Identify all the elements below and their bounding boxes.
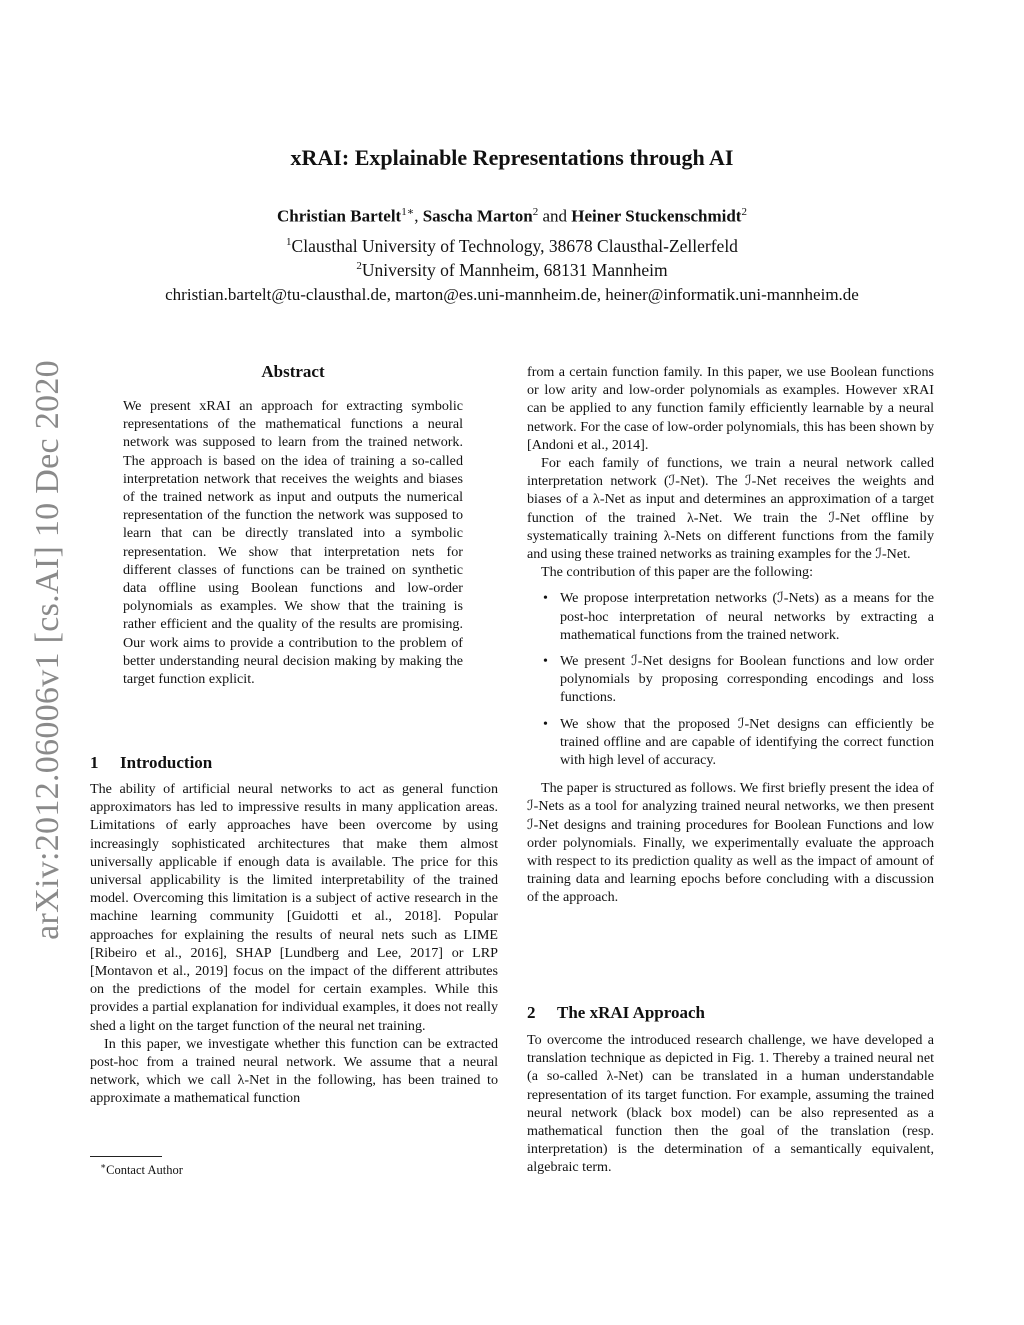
author-2: Sascha Marton bbox=[422, 206, 533, 226]
section-heading-xrai-approach bbox=[527, 1003, 705, 1023]
abstract-heading: Abstract bbox=[261, 362, 325, 381]
affiliation-2-text: University of Mannheim, 68131 Mannheim bbox=[361, 260, 668, 280]
affiliation-2-mark: 2 bbox=[356, 260, 362, 273]
paper-title: xRAI: Explainable Representations through AI bbox=[290, 145, 734, 170]
section-title: Introduction bbox=[120, 753, 213, 772]
author-emails: christian.bartelt@tu-clausthal.de, marton@es.uni-mannheim.de, heiner@informatik.uni-mannheim.de bbox=[165, 285, 859, 304]
bullet-dot: • bbox=[543, 590, 548, 607]
xrai-paragraph-1: To overcome the introduced research challenge, we have developed a translation technique as depicted in Fig. 1. Thereby a trained neural net (a so-called λ-Net) can be translated in a human understandable representation of its target function. For example, assuming the trained neural network (black box model) can be also represented as a mathematical function then the goal of the translation (resp. interpretation) is the determination of a semantically equivalent, algebraic term. bbox=[527, 1032, 934, 1176]
contribution-item bbox=[527, 715, 934, 770]
contribution-text: We show that the proposed ℐ-Net designs can efficiently be trained offline and are capable of identifying the correct function with high level of accuracy. bbox=[560, 715, 934, 769]
section-number: 1 bbox=[90, 753, 99, 772]
author-2-mark: 2 bbox=[532, 206, 539, 218]
contribution-item bbox=[527, 589, 934, 644]
author-1-mark: 1∗ bbox=[401, 206, 415, 218]
right-paragraph-4: The paper is structured as follows. We first briefly present the idea of ℐ-Nets as a tool for analyzing trained neural networks, we then present ℐ-Net designs and training procedures for Boolean Functions and low order polynomials. Finally, we experimentally evaluate the approach with respect to its prediction quality as well as the impact of amount of training data and learning epochs before concluding with a discussion of the approach. bbox=[527, 780, 934, 906]
right-column-body bbox=[527, 363, 934, 907]
author-separator: , bbox=[414, 206, 423, 226]
contribution-item bbox=[527, 652, 934, 707]
section-title: The xRAI Approach bbox=[557, 1003, 705, 1022]
author-3-mark: 2 bbox=[741, 206, 747, 218]
introduction-body bbox=[90, 780, 498, 1108]
footnote-text: Contact Author bbox=[106, 1163, 183, 1178]
author-3: Heiner Stuckenschmidt bbox=[571, 206, 742, 226]
intro-paragraph-1: The ability of artificial neural networks to act as general function approximators has led to impressive results in many application areas. Limitations of early approaches have been overcome by using increasingly sophisticated architectures that make them almost universally applicable if enough data is available. The price for this universal applicability is the limited interpretability of the trained model. Overcoming this limitation is a subject of active research in the machine learning community [Guidotti et al., 2018]. Popular approaches for explaining the results of neural nets such as LIME [Ribeiro et al., 2016], SHAP [Lundberg and Lee, 2017] or LRP [Montavon et al., 2019] focus on the impact of the different attributes on the predictions of the model for certain examples. While this provides a partial explanation for individual examples, it does not really shed a light on the target function of the neural net training. bbox=[90, 781, 498, 1034]
affiliation-1 bbox=[80, 236, 944, 257]
footnote-mark: ∗ bbox=[100, 1161, 107, 1171]
right-paragraph-1: from a certain function family. In this paper, we use Boolean functions or low arity and low-order polynomials as examples. However xRAI can be applied to any function family efficiently learnable by a neural network. For the case of low-order polynomials, this has been shown by [Andoni et al., 2014]. bbox=[527, 364, 934, 453]
right-paragraph-2: For each family of functions, we train a neural network called interpretation network (ℐ-Net). The ℐ-Net receives the weights and biases of a λ-Net as input and determines an approximation of a target function of the trained λ-Net. We train the ℐ-Net offline by systematically training λ-Nets on different functions from the family and using these trained networks as training examples for the ℐ-Net. bbox=[527, 455, 934, 563]
affiliation-1-mark: 1 bbox=[286, 236, 292, 249]
section-number: 2 bbox=[527, 1003, 536, 1022]
section-heading-introduction bbox=[90, 753, 212, 773]
bullet-dot: • bbox=[543, 715, 548, 732]
footnote bbox=[100, 1161, 183, 1178]
author-and: and bbox=[538, 206, 572, 226]
abstract-text: We present xRAI an approach for extracting symbolic representations of the mathematical functions a neural network was supposed to learn from the trained network. The approach is based on the idea of training a so-called interpretation network that receives the weights and biases of the trained network as input and outputs the numerical representation of the function the network was supposed to learn that can be directly translated into a symbolic representation. We show that interpretation nets for different classes of functions can be trained on synthetic data offline using Boolean functions and low-order polynomials as examples. We show that the training is rather efficient and the quality of the results are promising. Our work aims to provide a contribution to the problem of better understanding neural decision making by making the target function explicit. bbox=[123, 398, 463, 688]
affiliation-2 bbox=[80, 260, 944, 281]
contribution-list bbox=[527, 589, 934, 769]
author-1: Christian Bartelt bbox=[277, 206, 402, 226]
bullet-dot: • bbox=[543, 653, 548, 670]
footnote-rule bbox=[90, 1156, 162, 1157]
contribution-text: We present ℐ-Net designs for Boolean functions and low order polynomials by proposing corresponding encodings and loss functions. bbox=[560, 653, 934, 706]
arxiv-identifier: arXiv:2012.06006v1 [cs.AI] 10 Dec 2020 bbox=[29, 360, 66, 940]
author-line bbox=[80, 205, 944, 227]
xrai-approach-body bbox=[527, 1031, 934, 1177]
intro-paragraph-2: In this paper, we investigate whether this function can be extracted post-hoc from a trained neural network. We assume that a neural network, which we call λ-Net in the following, has been trained to approximate a mathematical function bbox=[90, 1035, 498, 1107]
right-paragraph-3: The contribution of this paper are the following: bbox=[541, 564, 814, 581]
contribution-text: We propose interpretation networks (ℐ-Nets) as a means for the post-hoc interpretation of neural networks by extracting a mathematical functions from the trained network. bbox=[560, 590, 934, 643]
affiliation-1-text: Clausthal University of Technology, 38678 Clausthal-Zellerfeld bbox=[291, 236, 738, 256]
abstract-body bbox=[123, 397, 463, 688]
